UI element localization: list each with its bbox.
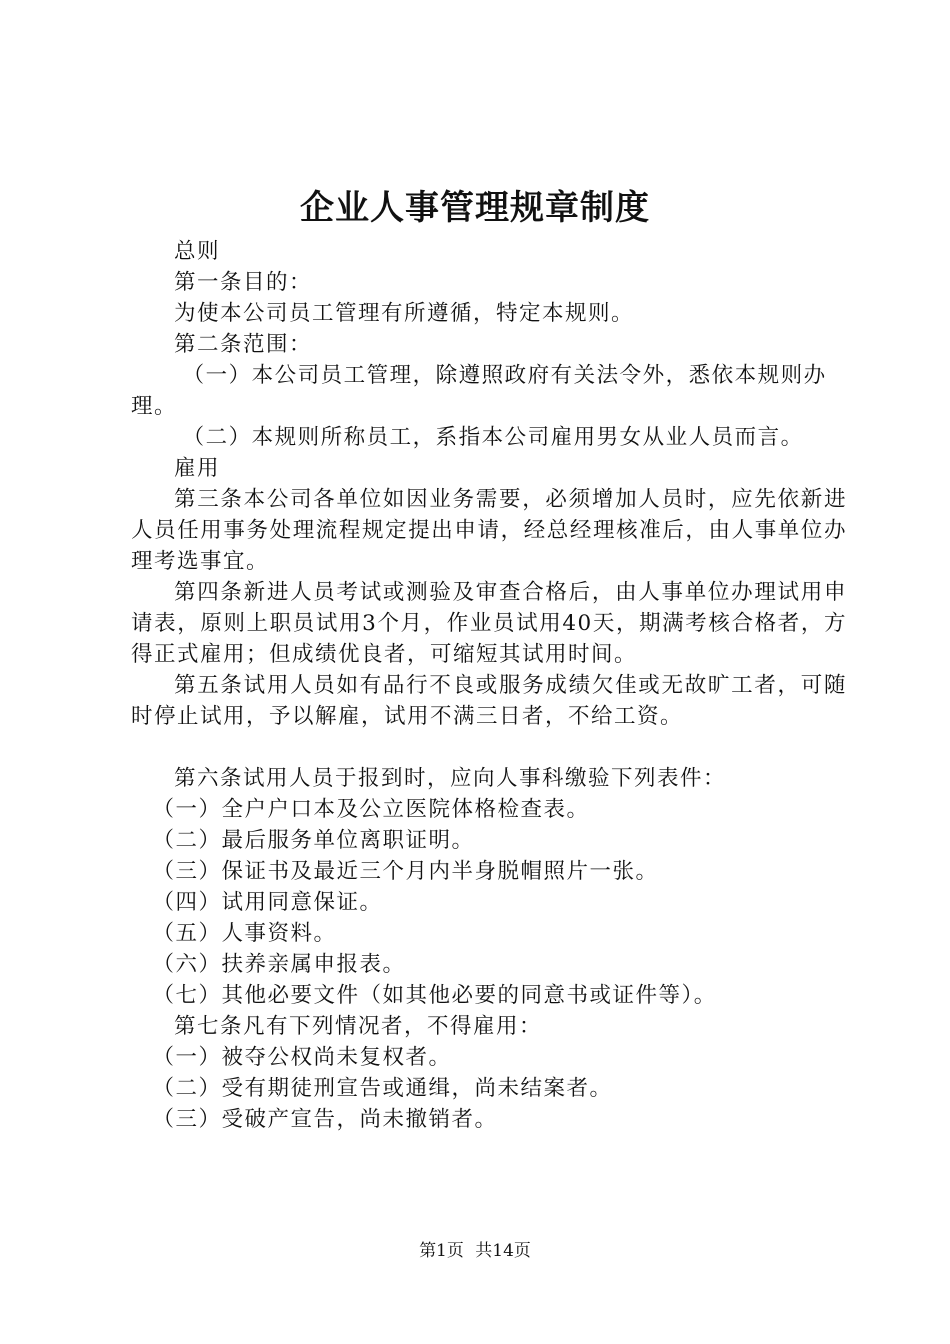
document-title: 企业人事管理规章制度	[300, 188, 650, 228]
article-7-item-2: （二）受有期徒刑宣告或通缉，尚未结案者。	[152, 1076, 613, 1101]
article-7-item-3: （三）受破产宣告，尚未撤销者。	[152, 1107, 498, 1132]
page-number: 第1页	[419, 1241, 464, 1261]
article-6-item-7: （七）其他必要文件（如其他必要的同意书或证件等）。	[152, 983, 717, 1008]
article-7-heading: 第七条凡有下列情况者，不得雇用：	[174, 1014, 543, 1039]
article-6-item-5: （五）人事资料。	[152, 921, 337, 946]
article-2-item-1: （一）本公司员工管理，除遵照政府有关法令外，悉依本规则办理。	[131, 363, 827, 419]
document-body	[131, 236, 847, 1135]
section-heading-employment: 雇用	[174, 456, 221, 481]
page-total: 共14页	[475, 1241, 531, 1261]
article-6-item-4: （四）试用同意保证。	[152, 890, 383, 915]
article-1-heading: 第一条目的：	[174, 270, 313, 295]
article-3-text: 第三条本公司各单位如因业务需要，必须增加人员时，应先依新进人员任用事务处理流程规定提出申请，经总经理核准后，由人事单位办理考选事宜。	[131, 487, 847, 574]
page-footer	[0, 1239, 950, 1263]
article-6-item-6: （六）扶养亲属申报表。	[152, 952, 406, 977]
article-7-item-1: （一）被夺公权尚未复权者。	[152, 1045, 452, 1070]
article-1-text: 为使本公司员工管理有所遵循，特定本规则。	[174, 301, 635, 326]
article-2-heading: 第二条范围：	[174, 332, 313, 357]
section-heading-general: 总则	[174, 239, 221, 264]
article-5-text: 第五条试用人员如有品行不良或服务成绩欠佳或无故旷工者，可随时停止试用，予以解雇，试用不满三日者，不给工资。	[131, 673, 847, 729]
article-4-text: 第四条新进人员考试或测验及审查合格后，由人事单位办理试用申请表，原则上职员试用3个月，作业员试用40天，期满考核合格者，方得正式雇用；但成绩优良者，可缩短其试用时间。	[131, 580, 847, 667]
article-6-item-2: （二）最后服务单位离职证明。	[152, 828, 475, 853]
article-6-item-1: （一）全户户口本及公立医院体格检查表。	[152, 797, 590, 822]
article-2-item-2: （二）本规则所称员工，系指本公司雇用男女从业人员而言。	[182, 425, 804, 450]
article-6-item-3: （三）保证书及最近三个月内半身脱帽照片一张。	[152, 859, 659, 884]
article-6-heading: 第六条试用人员于报到时，应向人事科缴验下列表件：	[174, 766, 727, 791]
